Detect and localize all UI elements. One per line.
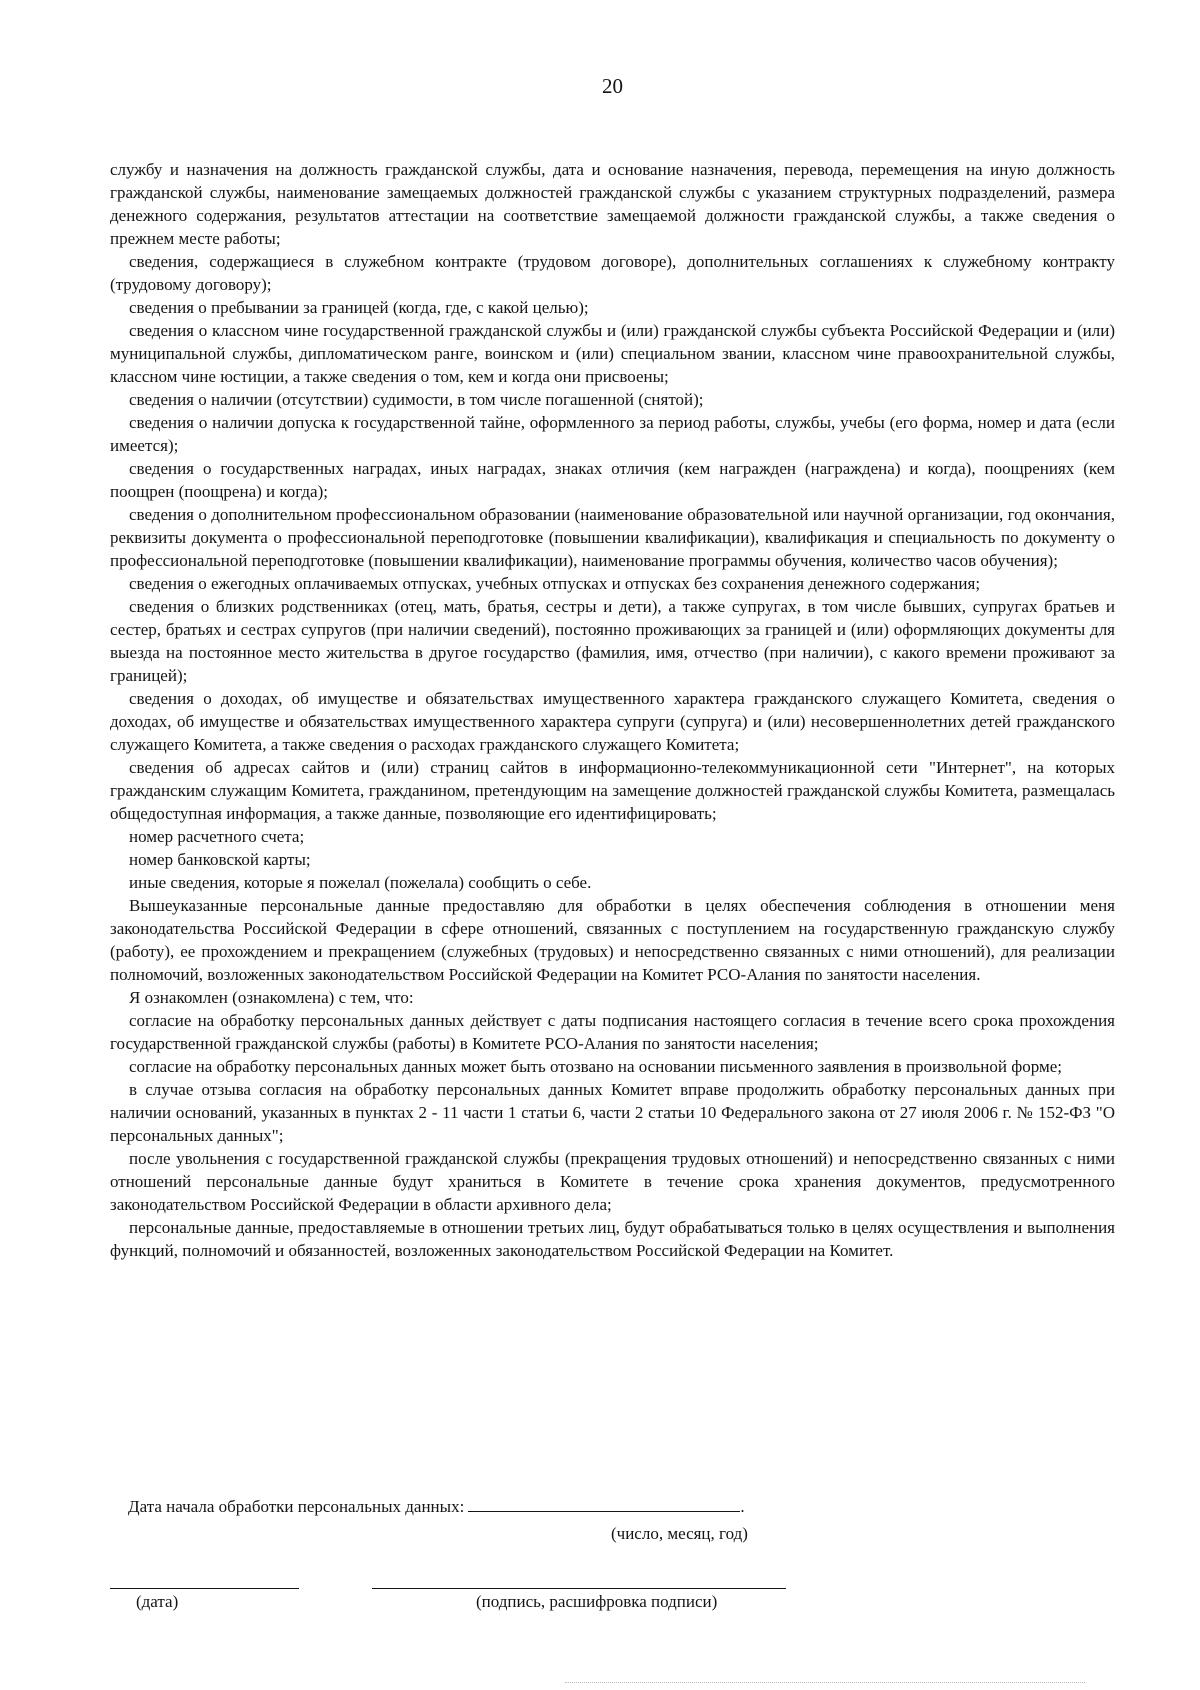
paragraph: Вышеуказанные персональные данные предоставляю для обработки в целях обеспечения соблюдения в отношении меня законодательства Российской Федерации в сфере отношений, связанных с поступлением на государственную гражданскую службу (работу), ее прохождением и прекращением (служебных (трудовых) и непосредственно связанных с ними отношений), для реализации полномочий, возложенных законодательством Российской Федерации на Комитет РСО-Алания по занятости населения. [110, 896, 1115, 984]
paragraph: сведения о государственных наградах, иных наградах, знаках отличия (кем награжден (награждена) и когда), поощрениях (кем поощрен (поощрена) и когда); [110, 459, 1115, 501]
date-format-hint: (число, месяц, год) [611, 1524, 748, 1543]
paragraph: сведения о классном чине государственной гражданской службы и (или) гражданской службы субъекта Российской Федерации и (или) муниципальной службы, дипломатическом ранге, воинском и (или) специальном звании, классном чине правоохранительной службы, классном чине юстиции, а также сведения о том, кем и когда они присвоены; [110, 321, 1115, 386]
paragraph: сведения о наличии допуска к государственной тайне, оформленного за период работы, службы, учебы (его форма, номер и дата (если имеется); [110, 413, 1115, 455]
page-number: 20 [602, 74, 623, 98]
signature-label: (подпись, расшифровка подписи) [476, 1592, 718, 1611]
paragraph: сведения о доходах, об имуществе и обязательствах имущественного характера гражданского служащего Комитета, сведения о доходах, об имуществе и обязательствах имущественного характера супруги (супруга) и (или) несовершеннолетних детей гражданского служащего Комитета, а также сведения о расходах гражданского служащего Комитета; [110, 689, 1115, 754]
paragraph: службу и назначения на должность гражданской службы, дата и основание назначения, перевода, перемещения на иную должность гражданской службы, наименование замещаемых должностей гражданской службы с указанием структурных подразделений, размера денежного содержания, результатов аттестации на соответствие замещаемой должности гражданской службы, а также сведения о прежнем месте работы; [110, 160, 1115, 248]
signature-date-blank[interactable] [110, 1588, 299, 1589]
paragraph: сведения о дополнительном профессиональном образовании (наименование образовательной или научной организации, год окончания, реквизиты документа о профессиональной переподготовке (повышении квалификации), квалификация и специальность по документу о профессиональной переподготовке (повышении квалификации), наименование программы обучения, количество часов обучения); [110, 505, 1115, 570]
paragraph: номер расчетного счета; [129, 827, 305, 846]
paragraph: сведения о наличии (отсутствии) судимости, в том числе погашенной (снятой); [129, 390, 704, 409]
processing-start-date-blank[interactable] [468, 1497, 740, 1512]
paragraph: сведения, содержащиеся в служебном контракте (трудовом договоре), дополнительных соглашениях к служебному контракту (трудовому договору); [110, 252, 1115, 294]
document-body [110, 158, 1115, 1262]
paragraph: сведения о ежегодных оплачиваемых отпусках, учебных отпусках и отпусках без сохранения денежного содержания; [129, 574, 981, 593]
processing-start-date-row [128, 1497, 745, 1517]
paragraph: сведения о близких родственниках (отец, мать, братья, сестры и дети), а также супругах, в том числе бывших, супругах братьев и сестер, братьях и сестрах супругов (при наличии сведений), постоянно проживающих за границей и (или) оформляющих документы для выезда на постоянное место жительства в другое государство (фамилия, имя, отчество (при наличии), с какого времени проживают за границей); [110, 597, 1115, 685]
paragraph: сведения об адресах сайтов и (или) страниц сайтов в информационно-телекоммуникационной сети "Интернет", на которых гражданским служащим Комитета, гражданином, претендующим на замещение должностей гражданской службы Комитета, размещалась общедоступная информация, а также данные, позволяющие его идентифицировать; [110, 758, 1115, 823]
paragraph: сведения о пребывании за границей (когда, где, с какой целью); [129, 298, 589, 317]
paragraph: после увольнения с государственной гражданской службы (прекращения трудовых отношений) и непосредственно связанных с ними отношений персональные данные будут храниться в Комитете в течение срока хранения документов, предусмотренного законодательством Российской Федерации в области архивного дела; [110, 1149, 1115, 1214]
paragraph: номер банковской карты; [129, 850, 311, 869]
signature-blank[interactable] [372, 1588, 786, 1589]
signature-date-label: (дата) [136, 1592, 179, 1611]
processing-start-date-label: Дата начала обработки персональных данных: [128, 1497, 465, 1516]
paragraph: согласие на обработку персональных данных может быть отозвано на основании письменного заявления в произвольной форме; [129, 1057, 1063, 1076]
paragraph: персональные данные, предоставляемые в отношении третьих лиц, будут обрабатываться только в целях осуществления и выполнения функций, полномочий и обязанностей, возложенных законодательством Российской Федерации на Комитет. [110, 1218, 1115, 1260]
scan-edge-artifact [565, 1682, 1085, 1683]
paragraph: согласие на обработку персональных данных действует с даты подписания настоящего согласия в течение всего срока прохождения государственной гражданской службы (работы) в Комитете РСО-Алания по занятости населения; [110, 1011, 1115, 1053]
paragraph: иные сведения, которые я пожелал (пожелала) сообщить о себе. [129, 873, 592, 892]
paragraph: в случае отзыва согласия на обработку персональных данных Комитет вправе продолжить обработку персональных данных при наличии оснований, указанных в пунктах 2 - 11 части 1 статьи 6, части 2 статьи 10 Федерального закона от 27 июля 2006 г. № 152-ФЗ "О персональных данных"; [110, 1080, 1115, 1145]
date-suffix: . [740, 1497, 745, 1516]
paragraph: Я ознакомлен (ознакомлена) с тем, что: [129, 988, 414, 1007]
